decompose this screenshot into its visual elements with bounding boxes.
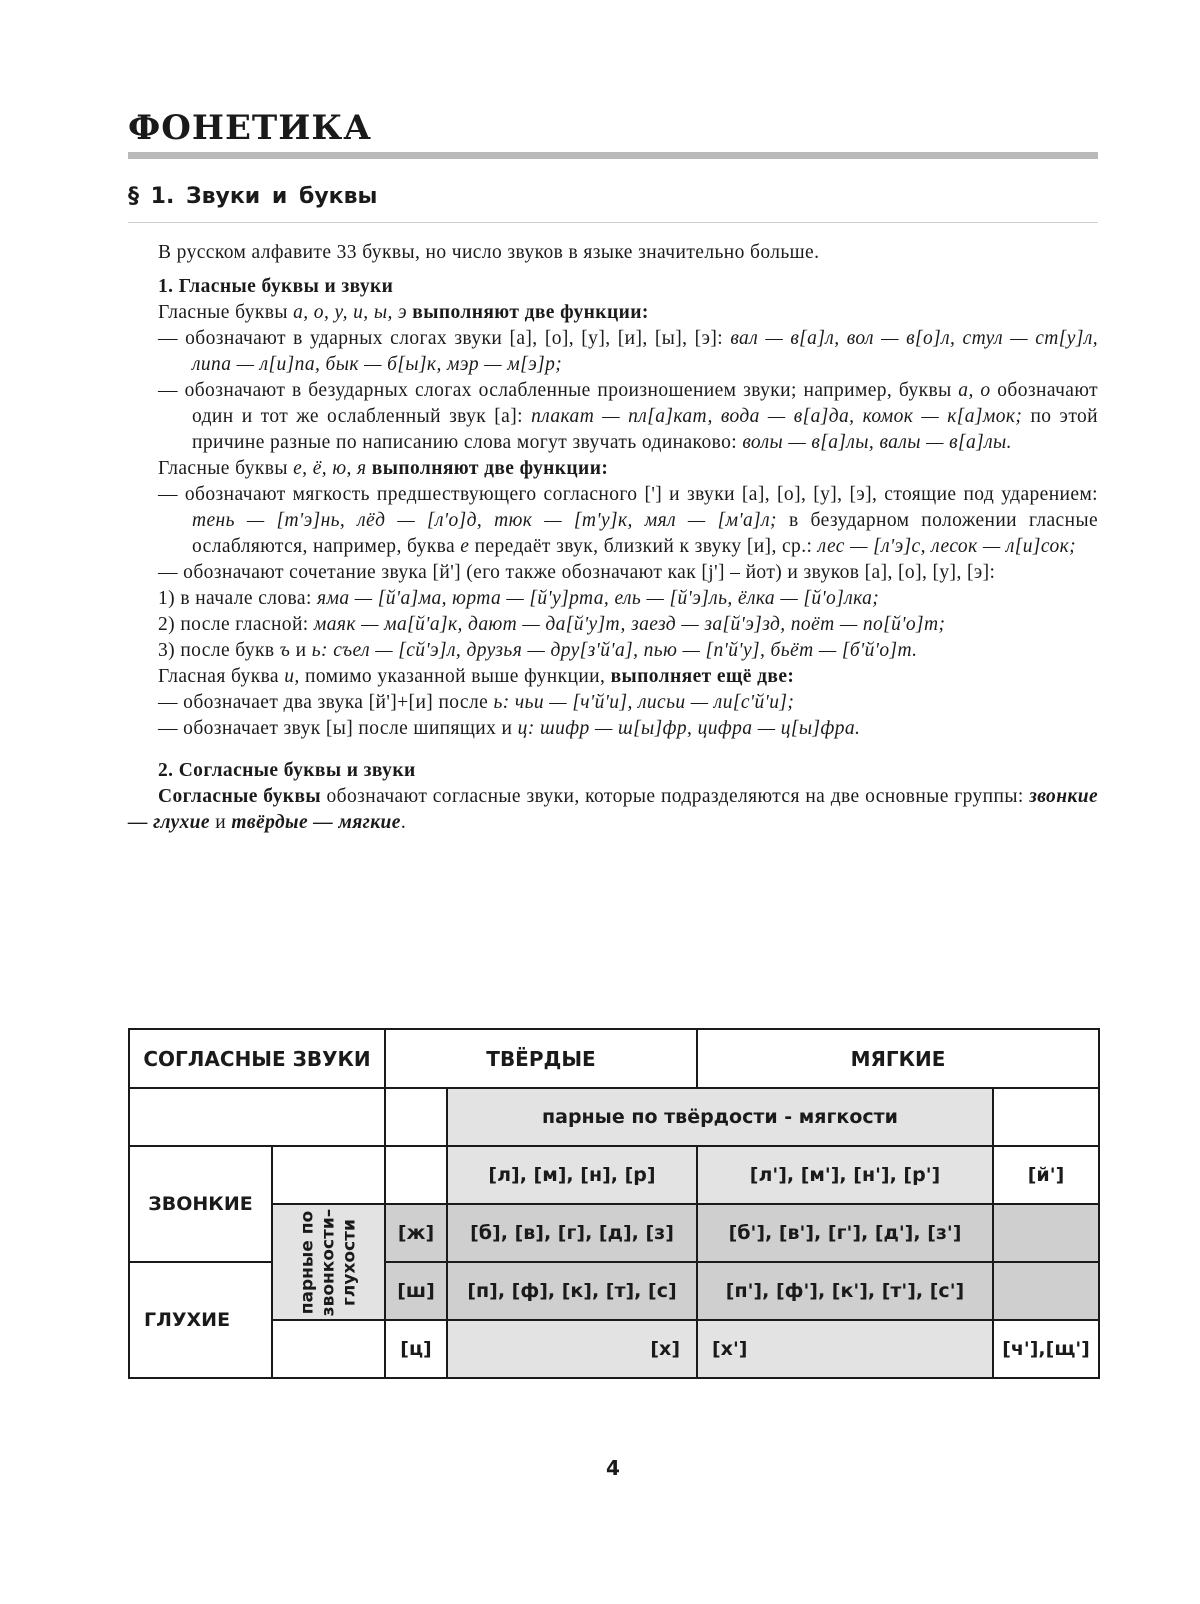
section-underline — [128, 222, 1098, 223]
table-row — [129, 1204, 1099, 1262]
vowels-dash-6: — обозначает звук [ы] после шипящих и ц: шифр — ш[ы]фр, цифра — ц[ы]фра. — [158, 718, 861, 739]
vowels-paragraph-3: Гласная буква и, помимо указанной выше функции, выполняет ещё две: — [158, 666, 795, 687]
vowels-item-2: 2) после гласной: маяк — ма[й'а]к, дают — да[й'у]т, заезд — за[й'э]зд, поёт — по[й'о]т; — [158, 614, 946, 635]
voiced-hard-cell: [б], [в], [г], [д], [з] — [447, 1204, 697, 1262]
sh-cell: [ш] — [385, 1262, 447, 1320]
header-soft: МЯГКИЕ — [697, 1029, 1099, 1088]
vowels-item-3: 3) после букв ъ и ь: съел — [сй'э]л, друзья — дру[з'й'а], пью — [п'й'у], бьёт — [б'й'о]т. — [158, 640, 918, 661]
voiced-soft-cell: [б'], [в'], [г'], [д'], [з'] — [697, 1204, 993, 1262]
consonants-table — [128, 1028, 1100, 1379]
ts-cell: [ц] — [385, 1320, 447, 1378]
vowels-dash-2: — обозначают в безударных слогах ослабленные произношением звуки; например, буквы а, о обозначают один и тот же ослабленный звук [а]: плакат — пл[а]кат, вода — в[а]да, комок — к[а]мок; по этой причине разные по написанию слова могут звучать одинаково: волы — в[а]лы, валы — в[а]лы. — [158, 380, 1098, 453]
kh-hard-cell: [х] — [447, 1320, 697, 1378]
chapter-underline — [128, 152, 1098, 159]
table-header-row — [129, 1029, 1099, 1088]
vowels-item-1: 1) в начале слова: яма — [й'а]ма, юрта — [й'у]рта, ель — [й'э]ль, ёлка — [й'о]лка; — [158, 588, 880, 609]
paired-voicing-label: парные по звонкости– глухости — [272, 1204, 385, 1320]
header-hard: ТВЁРДЫЕ — [385, 1029, 697, 1088]
paired-hard-soft-label: парные по твёрдости - мягкости — [447, 1088, 993, 1146]
vowels-dash-3: — обозначают мягкость предшествующего согласного ['] и звуки [а], [о], [у], [э], стоящие под ударением: тень — [т'э]нь, лёд — [л'о]д, тюк — [т'у]к, мял — [м'а]л; в безударном положении гласные ослабляются, например, буква е передаёт звук, близкий к звуку [и], ср.: лес — [л'э]с, лесок — л[и]сок; — [158, 484, 1099, 557]
vowels-heading: 1. Гласные буквы и звуки — [158, 276, 394, 297]
voiceless-soft-cell: [п'], [ф'], [к'], [т'], [с'] — [697, 1262, 993, 1320]
vowels-dash-4: — обозначают сочетание звука [й'] (его также обозначают как [j'] – йот) и звуков [а], [о], [у], [э]: — [158, 562, 996, 583]
kh-soft-cell: [х'] — [697, 1320, 993, 1378]
ch-shch-cell: [ч'],[щ'] — [993, 1320, 1099, 1378]
table-row — [129, 1088, 1099, 1146]
sonorant-hard-cell: [л], [м], [н], [р] — [447, 1146, 697, 1204]
zh-cell: [ж] — [385, 1204, 447, 1262]
section-title: § 1. Звуки и буквы — [128, 184, 378, 209]
vowels-dash-1: — обозначают в ударных слогах звуки [а], [о], [у], [и], [ы], [э]: вал — в[а]л, вол — в[о]л, стул — ст[у]л, липа — л[и]па, бык — б[ы]к, мэр — м[э]р; — [158, 328, 1098, 375]
sonorant-soft-cell: [л'], [м'], [н'], [р'] — [697, 1146, 993, 1204]
voiced-label: ЗВОНКИЕ — [129, 1146, 272, 1262]
vowels-paragraph-2: Гласные буквы е, ё, ю, я выполняют две функции: — [158, 458, 609, 479]
main-text — [128, 240, 1099, 836]
consonants-heading: 2. Согласные буквы и звуки — [158, 760, 416, 781]
voiceless-label: ГЛУХИЕ — [129, 1262, 272, 1378]
table-row — [129, 1320, 1099, 1378]
vowels-dash-5: — обозначает два звука [й']+[и] после ь: чьи — [ч'й'и], лисьи — ли[с'й'и]; — [158, 692, 795, 713]
yot-cell: [й'] — [993, 1146, 1099, 1204]
chapter-title: ФОНЕТИКА — [128, 108, 372, 148]
intro-paragraph: В русском алфавите 33 буквы, но число звуков в языке значительно больше. — [158, 242, 820, 263]
consonants-paragraph: Согласные буквы обозначают согласные звуки, которые подразделяются на две основные группы: звонкие — глухие и твёрдые — мягкие. — [128, 786, 1099, 833]
vowels-paragraph-1: Гласные буквы а, о, у, и, ы, э выполняют две функции: — [158, 302, 649, 323]
table-row — [129, 1146, 1099, 1204]
voiceless-hard-cell: [п], [ф], [к], [т], [с] — [447, 1262, 697, 1320]
header-consonant-sounds: СОГЛАСНЫЕ ЗВУКИ — [129, 1029, 385, 1088]
page-number: 4 — [606, 1456, 620, 1480]
